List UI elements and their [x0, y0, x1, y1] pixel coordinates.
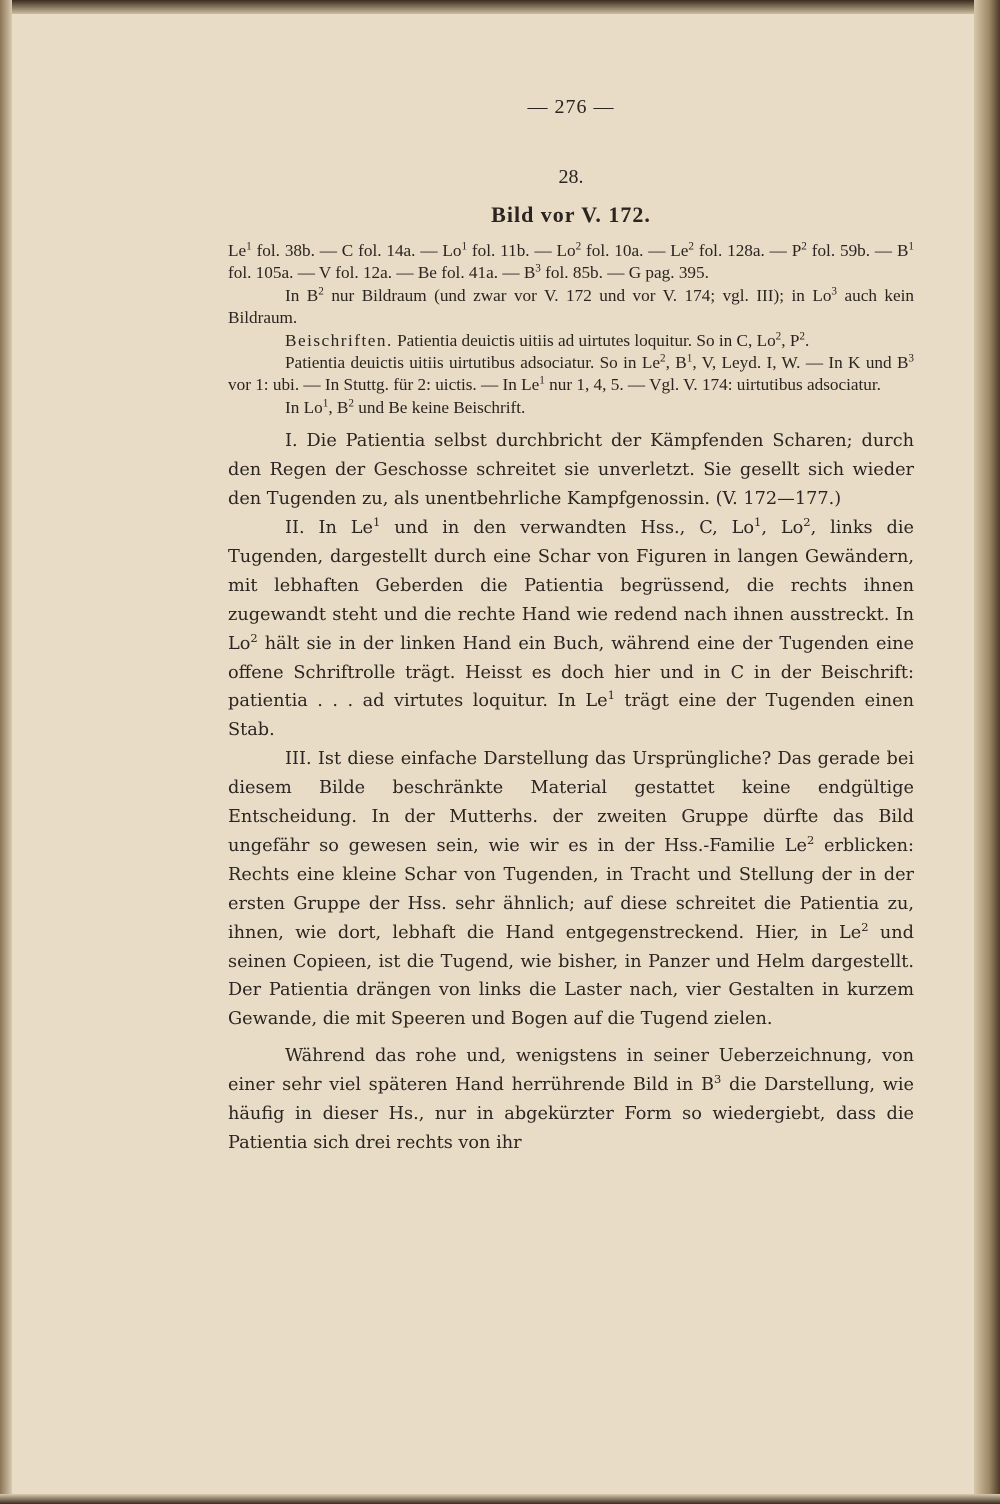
- superscript: 2: [660, 352, 666, 365]
- page-bottom-edge: [0, 1494, 1000, 1504]
- page-top-edge: [0, 0, 1000, 14]
- superscript: 1: [908, 240, 915, 253]
- beischriften-note: [228, 330, 914, 352]
- superscript: 2: [803, 515, 811, 530]
- keine-beischrift-note: In Lo$^1$, $B^2$ und Be keine Beischrift.: [285, 397, 526, 417]
- manuscript-list: Le$^1$ fol. 38b. — C fol. 14a. — Lo$^1$ fol. 11b. — Lo$^2$ fol. 10a. — Le$^2$ fol. 128a. — $P^2$ fol. 59b. — $B^1$ fol. 105a. — V fol. 12a. — Be fol. 41a. — $B^3$ fol. 85b. — G pag. 395.: [228, 240, 915, 283]
- superscript: 1: [322, 397, 329, 410]
- superscript: 2: [348, 397, 354, 410]
- superscript: 1: [754, 515, 762, 530]
- superscript: 2: [775, 329, 782, 342]
- superscript: 1: [461, 240, 468, 253]
- beischriften-text: Patientia deuictis uitiis ad uirtutes loquitur. So in C, Lo$^2$, $P^2$.: [392, 329, 810, 350]
- superscript: 3: [831, 285, 838, 298]
- superscript: 2: [861, 919, 869, 934]
- superscript: 2: [250, 630, 258, 645]
- superscript: 1: [539, 374, 545, 387]
- superscript: 1: [686, 352, 693, 365]
- superscript: 3: [714, 1072, 722, 1087]
- superscript: 1: [246, 240, 252, 253]
- main-text: [228, 427, 914, 1158]
- page-left-edge: [0, 0, 12, 1504]
- superscript: 1: [607, 688, 615, 703]
- superscript: 2: [807, 833, 815, 848]
- paragraph-I: I. Die Patientia selbst durchbricht der Kämpfenden Scharen; durch den Regen der Geschosse schreitet sie unverletzt. Sie gesellt sich wieder den Tugenden zu, als unentbehrliche Kampfgenossin. (V. 172—177.): [228, 431, 914, 510]
- superscript: 1: [373, 515, 381, 530]
- paragraph-III: III. Ist diese einfache Darstellung das Ursprüngliche? Das gerade bei diesem Bilde beschränkte Material gestattet keine endgültige Entscheidung. In der Mutterhs. der zweiten Gruppe dürfte das Bild ungefähr so gewesen sein, wie wir es in der Hss.-Familie Le$^2$ erblicken: Rechts eine kleine Schar von Tugenden, in Tracht und Stellung der in der ersten Gruppe der Hss. sehr ähnlich; auf diese schreitet die Patientia zu, ihnen, wie dort, lebhaft die Hand entgegenstreckend. Hier, in Le$^2$ und seinen Copieen, ist die Tugend, wie bisher, in Panzer und Helm dargestellt. Der Patientia drängen von links die Laster nach, vier Gestalten in kurzem Gewande, die mit Speeren und Bogen auf die Tugend zielen.: [228, 749, 914, 1030]
- superscript: 3: [535, 262, 541, 275]
- superscript: 2: [799, 329, 806, 342]
- section-number: 28.: [558, 166, 584, 188]
- superscript: 2: [318, 285, 324, 298]
- paragraph-IV: Während das rohe und, wenigstens in seiner Ueberzeichnung, von einer sehr viel späteren Hand herrührende Bild in $B^3$ die Darstellung, wie häufig in dieser Hs., nur in abgekürzter Form so wiedergiebt, dass die Patientia sich drei rechts von ihr: [228, 1046, 915, 1153]
- section-title: Bild vor V. 172.: [491, 202, 651, 227]
- manuscript-notes: [228, 240, 914, 419]
- beischriften-label: Beischriften.: [285, 330, 393, 350]
- text-block: [228, 90, 914, 1158]
- book-binding: [974, 0, 1000, 1504]
- superscript: 2: [801, 240, 807, 253]
- paragraph-II: II. In Le$^1$ und in den verwandten Hss., C, Lo$^1$, Lo$^2$, links die Tugenden, dargestellt durch eine Schar von Figuren in langen Gewändern, mit lebhaften Geberden die Patientia begrüssend, die rechts ihnen zugewandt steht und die rechte Hand wie redend nach ihnen ausstreckt. In Lo$^2$ hält sie in der linken Hand ein Buch, während eine der Tugenden eine offene Schriftrolle trägt. Heisst es doch hier und in C in der Beischrift: patientia . . . ad virtutes loquitur. In Le$^1$ trägt eine der Tugenden einen Stab.: [228, 515, 914, 741]
- beischriften-variant-note: Patientia deuictis uitiis uirtutibus adsociatur. So in Le$^2$, $B^1$, V, Leyd. I, W. — In K und $B^3$ vor 1: ubi. — In Stuttg. für 2: uictis. — In Le$^1$ nur 1, 4, 5. — Vgl. V. 174: uirtutibus adsociatur.: [228, 352, 915, 395]
- superscript: 3: [908, 352, 915, 365]
- superscript: 2: [575, 240, 582, 253]
- page-number: — 276 —: [527, 96, 615, 118]
- superscript: 2: [688, 240, 695, 253]
- bildraum-note: In $B^2$ nur Bildraum (und zwar vor V. 172 und vor V. 174; vgl. III); in Lo$^3$ auch kein Bildraum.: [228, 285, 915, 328]
